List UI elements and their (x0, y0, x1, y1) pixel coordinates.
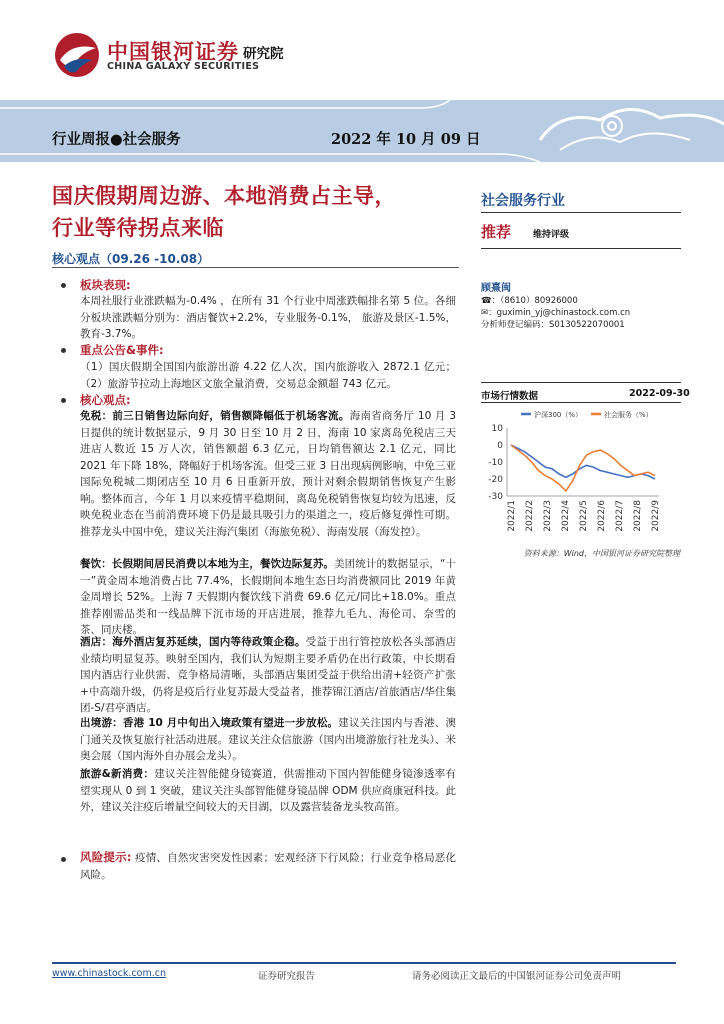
section-risk-heading: 风险提示: (80, 850, 132, 864)
bullet-icon (61, 283, 66, 288)
views-duty-free-text: 海南省商务厅 10 月 3 日提供的统计数据显示，9 月 30 日至 10 月 2 日，海南 10 家离岛免税店三天进店人数近 15 万人次，销售额超 6.3 亿元，日均销售额达 2.1 亿元，同比 2021 年下降 18%，降幅好于机场客流。但受三亚 3 日出现病例影响，中免三亚国际免税城二期闭店至 10 月 6 日重新开放，预计对剩余假期销售恢复产生影响。整体而言，今年 1 月以来疫情平稳期间，离岛免税销售恢复均较为迅速，反映免税业态在当前消费环境下仍是最具吸引力的渠道之一，疫后修复弹性可期。推荐龙头中国中免，建议关注海汽集团（海旅免税）、海南发展（海发控）。 (80, 410, 457, 538)
views-new-consumption-text: 建议关注智能健身镜赛道，供需推动下国内智能健身镜渗透率有望实现从 0 到 1 突破，建议关注头部智能健身镜品牌 ODM 供应商康冠科技。此外，建议关注疫后增量空间较大的天目湖，以及露营装备龙头牧高笛。 (80, 768, 456, 813)
y-tick-label: 10 (491, 424, 503, 434)
legend-label: 社会服务（%） (604, 411, 653, 419)
logo-chinese-name: 中国银河证券 (107, 40, 239, 64)
institute-label: 研究院 (243, 46, 284, 62)
views-hotel-title: 酒店：海外酒店复苏延续，国内等待政策企稳。 (80, 636, 306, 648)
section-risk (80, 849, 456, 883)
market-chart (481, 406, 681, 546)
analyst-email: ✉：guximin_yj@chinastock.com.cn (481, 308, 631, 318)
views-outbound-title: 出境游：香港 10 月中旬出入境政策有望进一步放松。 (80, 717, 339, 729)
y-tick-label: -30 (488, 492, 503, 502)
views-catering-title: 餐饮：长假期间居民消费以本地为主，餐饮边际复苏。 (80, 558, 335, 570)
company-logo-icon (52, 30, 102, 80)
x-tick-label: 2022/2 (525, 500, 535, 532)
core-view-heading: 核心观点（09.26 -10.08） (52, 252, 210, 266)
divider (52, 267, 459, 268)
views-hotel (80, 634, 456, 717)
views-catering-text: 美团统计的数据显示，“十一”黄金周本地消费占比 77.4%，长假期间本地生态日均消费额同比 2019 年黄金周增长 52%。上海 7 天假期内餐饮线下消费 69.6 亿元/同比+18.0%。重点推荐刚需品类和一线品牌下沉市场的开店进展，推荐九毛九、海伦司、奈雪的茶、同庆楼。 (80, 558, 456, 636)
rating-sub: 维持评级 (533, 230, 570, 240)
legend-label: 沪深300（%） (534, 411, 583, 419)
x-tick-label: 2022/7 (615, 500, 625, 532)
views-catering (80, 556, 456, 639)
section-sector-text: 本周社服行业涨跌幅为-0.4% ，在所有 31 个行业中周涨跌幅排名第 5 位。各细分板块涨跌幅分别为：酒店餐饮+2.2%，专业服务-0.1%， 旅游及景区-1.5%，教育-3.7%。 (80, 295, 456, 340)
report-title-line1: 国庆假期周边游、本地消费占主导， (52, 183, 396, 208)
section-news-text: （1）国庆假期全国国内旅游出游 4.22 亿人次，国内旅游收入 2872.1 亿元；（2）旅游节拉动上海地区文旅全量消费，交易总金额超 743 亿元。 (80, 361, 456, 390)
x-tick-label: 2022/4 (561, 500, 571, 532)
views-duty-free (80, 408, 456, 540)
x-tick-label: 2022/5 (579, 500, 589, 532)
market-data-title: 市场行情数据 (481, 391, 539, 402)
analyst-name: 顾熹闽 (481, 283, 511, 294)
y-tick-label: 0 (497, 441, 503, 451)
section-risk-text: 疫情、自然灾害突发性因素；宏观经济下行风险；行业竞争格局恶化风险。 (80, 852, 456, 881)
bullet-icon (61, 857, 66, 862)
section-news-heading: 重点公告&事件: (80, 343, 164, 357)
report-date: 2022 年 10 月 09 日 (331, 131, 481, 148)
footer-url-link[interactable]: www.chinastock.com.cn (52, 968, 166, 979)
report-title-line2: 行业等待拐点来临 (52, 215, 224, 240)
x-tick-label: 2022/9 (651, 500, 661, 532)
views-new-consumption (80, 766, 456, 816)
divider (481, 248, 681, 249)
x-tick-label: 2022/6 (597, 500, 607, 532)
views-new-consumption-title: 旅游&新消费： (80, 768, 155, 780)
views-hotel-text: 受益于出行管控放松各头部酒店业绩均明显复苏。映射至国内，我们认为短期主要矛盾仍在出行政策，中长期看国内酒店行业供需、竞争格局清晰，头部酒店集团受益于供给出清+轻资产扩张+中高端升级，仍将是疫后行业复苏最大受益者，推荐锦江酒店/首旅酒店/华住集团-S/君亭酒店。 (80, 636, 456, 714)
analyst-license: 分析师登记编码：S0130522070001 (481, 320, 625, 330)
market-data-date: 2022-09-30 (629, 388, 690, 399)
footer-label: 证券研究报告 (258, 971, 316, 982)
section-views-heading: 核心观点: (80, 393, 131, 407)
views-duty-free-title: 免税：前三日销售边际向好，销售额降幅低于机场客流。 (80, 410, 350, 422)
x-tick-label: 2022/3 (543, 500, 553, 532)
bullet-icon (61, 348, 66, 353)
industry-name: 社会服务行业 (481, 193, 565, 209)
section-sector-heading: 板块表现: (80, 278, 131, 292)
logo-english-name: CHINA GALAXY SECURITIES (107, 61, 260, 72)
views-outbound-text: 建议关注国内与香港、澳门通关及恢复旅行社活动进展。建议关注众信旅游（国内出境游旅行社龙头）、米奥会展（国内海外自办展会龙头）。 (80, 717, 457, 762)
bullet-icon (61, 398, 66, 403)
divider (481, 212, 681, 213)
x-tick-label: 2022/1 (507, 500, 517, 532)
analyst-phone: ☎：（8610）80926000 (481, 296, 578, 306)
x-tick-label: 2022/8 (633, 500, 643, 532)
divider (481, 402, 681, 403)
y-tick-label: -10 (488, 458, 503, 468)
footer-disclaimer: 请务必阅读正文最后的中国银河证券公司免责声明 (412, 971, 622, 982)
divider (481, 382, 681, 383)
y-tick-label: -20 (488, 475, 503, 485)
views-outbound (80, 715, 456, 765)
rating: 推荐 (481, 223, 512, 241)
chart-source: 资料来源：Wind，中国银河证券研究院整理 (523, 549, 680, 558)
report-type: 行业周报●社会服务 (52, 131, 181, 148)
footer-divider (52, 962, 676, 964)
